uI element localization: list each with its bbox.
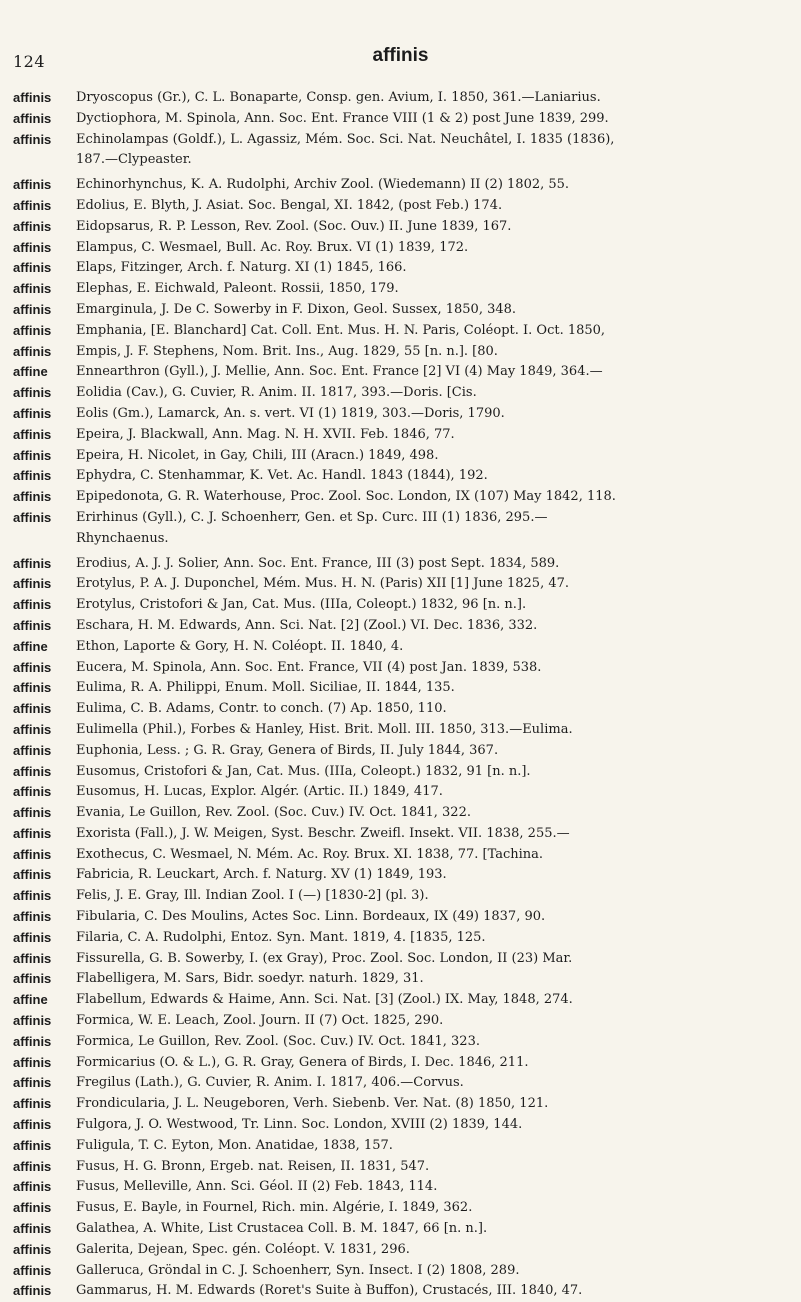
entry-keyword: affinis: [13, 1241, 52, 1257]
index-entry: [13, 1032, 789, 1053]
entry-keyword: affinis: [13, 90, 52, 105]
entry-keyword: affinis: [13, 405, 52, 421]
index-entry: [13, 949, 789, 970]
running-head: affinis: [372, 45, 429, 66]
entry-citation: Galathea, A. White, List Crustacea Coll. B. M. 1847, 66 [n. n.].: [76, 1221, 488, 1237]
index-entry: [13, 196, 789, 217]
entry-citation: Formica, W. E. Leach, Zool. Journ. II (7) Oct. 1825, 290.: [76, 1013, 444, 1029]
index-entry: [13, 217, 789, 238]
index-entry: [13, 907, 789, 928]
index-entry: [13, 1094, 789, 1115]
entry-keyword: affinis: [13, 281, 52, 297]
index-entry: [13, 175, 789, 196]
entry-keyword: affinis: [13, 1054, 52, 1070]
entry-citation: Elephas, E. Eichwald, Paleont. Rossii, 1850, 179.: [76, 281, 399, 297]
index-entry: [13, 1240, 789, 1261]
index-entry: [13, 1115, 789, 1136]
entry-citation: Echinorhynchus, K. A. Rudolphi, Archiv Zool. (Wiedemann) II (2) 1802, 55.: [76, 177, 570, 193]
entry-keyword: affinis: [13, 1137, 52, 1153]
entry-keyword: affinis: [13, 805, 52, 821]
index-entry: [13, 969, 789, 990]
entry-citation: Flabellum, Edwards & Haime, Ann. Sci. Nat. [3] (Zool.) IX. May, 1848, 274.: [76, 992, 573, 1008]
entry-keyword: affinis: [13, 784, 52, 800]
entry-citation: Ethon, Laporte & Gory, H. N. Coléopt. II. 1840, 4.: [76, 638, 404, 654]
entry-citation: Frondicularia, J. L. Neugeboren, Verh. Siebenb. Ver. Nat. (8) 1850, 121.: [76, 1096, 549, 1112]
entry-keyword: affinis: [13, 701, 52, 717]
entry-keyword: affinis: [13, 218, 52, 234]
entry-keyword: affinis: [13, 509, 52, 525]
entry-citation: Ennearthron (Gyll.), J. Mellie, Ann. Soc. Ent. France [2] VI (4) May 1849, 364.—: [76, 364, 603, 380]
entry-keyword: affinis: [13, 1283, 52, 1299]
entry-keyword: affinis: [13, 343, 52, 359]
entry-citation: Echinolampas (Goldf.), L. Agassiz, Mém. Soc. Sci. Nat. Neuchâtel, I. 1835 (1836), 187.—Clypeaster.: [76, 131, 615, 168]
entry-citation: Fulgora, J. O. Westwood, Tr. Linn. Soc. London, XVIII (2) 1839, 144.: [76, 1117, 523, 1133]
entry-citation: Exothecus, C. Wesmael, N. Mém. Ac. Roy. Brux. XI. 1838, 77. [Tachina.: [76, 846, 544, 862]
index-entry: [13, 990, 789, 1011]
entry-citation: Erotylus, P. A. J. Duponchel, Mém. Mus. H. N. (Paris) XII [1] June 1825, 47.: [76, 576, 570, 592]
entry-citation: Epeira, J. Blackwall, Ann. Mag. N. H. XVII. Feb. 1846, 77.: [76, 426, 455, 442]
entry-keyword: affinis: [13, 680, 52, 696]
entry-citation: Dyctiophora, M. Spinola, Ann. Soc. Ent. France VIII (1 & 2) post June 1839, 299.: [76, 110, 609, 126]
index-entry: [13, 130, 789, 172]
index-entry: [13, 258, 789, 279]
entry-citation: Epipedonota, G. R. Waterhouse, Proc. Zool. Soc. London, IX (107) May 1842, 118.: [76, 489, 616, 505]
entry-keyword: affinis: [13, 909, 52, 925]
index-entry: [13, 824, 789, 845]
entry-citation: Elampus, C. Wesmael, Bull. Ac. Roy. Brux. VI (1) 1839, 172.: [76, 239, 469, 255]
entry-keyword: affinis: [13, 1075, 52, 1091]
entry-citation: Fusus, Melleville, Ann. Sci. Géol. II (2) Feb. 1843, 114.: [76, 1179, 438, 1195]
entry-keyword: affinis: [13, 742, 52, 758]
entry-citation: Erodius, A. J. J. Solier, Ann. Soc. Ent. France, III (3) post Sept. 1834, 589.: [76, 555, 560, 571]
entry-citation: Fabricia, R. Leuckart, Arch. f. Naturg. XV (1) 1849, 193.: [76, 867, 447, 883]
entry-keyword: affinis: [13, 555, 52, 571]
index-entry: [13, 487, 789, 508]
entry-citation: Fibularia, C. Des Moulins, Actes Soc. Linn. Bordeaux, IX (49) 1837, 90.: [76, 909, 546, 925]
entry-citation: Erirhinus (Gyll.), C. J. Schoenherr, Gen. et Sp. Curc. III (1) 1836, 295.— Rhynchaenus.: [76, 509, 548, 546]
entry-citation: Fregilus (Lath.), G. Cuvier, R. Anim. I. 1817, 406.—Corvus.: [76, 1075, 464, 1091]
entry-citation: Emarginula, J. De C. Sowerby in F. Dixon, Geol. Sussex, 1850, 348.: [76, 301, 517, 317]
entry-citation: Erotylus, Cristofori & Jan, Cat. Mus. (IIIa, Coleopt.) 1832, 96 [n. n.].: [76, 597, 527, 613]
entry-keyword: affinis: [13, 110, 52, 126]
entry-citation: Filaria, C. A. Rudolphi, Entoz. Syn. Mant. 1819, 4. [1835, 125.: [76, 929, 486, 945]
entry-keyword: affinis: [13, 260, 52, 276]
entry-citation: Edolius, E. Blyth, J. Asiat. Soc. Bengal, XI. 1842, (post Feb.) 174.: [76, 197, 503, 213]
entry-citation: Eulima, R. A. Philippi, Enum. Moll. Siciliae, II. 1844, 135.: [76, 680, 455, 696]
entry-citation: Fuligula, T. C. Eyton, Mon. Anatidae, 1838, 157.: [76, 1137, 393, 1153]
entry-citation: Galleruca, Gröndal in C. J. Schoenherr, Syn. Insect. I (2) 1808, 289.: [76, 1262, 520, 1278]
entry-citation: Exorista (Fall.), J. W. Meigen, Syst. Beschr. Zweifl. Insekt. VII. 1838, 255.—: [76, 825, 570, 841]
entry-keyword: affinis: [13, 1179, 52, 1195]
entry-keyword: affinis: [13, 197, 52, 213]
entry-keyword: affinis: [13, 950, 52, 966]
index-entry: [13, 886, 789, 907]
index-entry: [13, 1281, 789, 1302]
entry-keyword: affinis: [13, 659, 52, 675]
entry-keyword: affinis: [13, 1013, 52, 1029]
index-entry: [13, 1157, 789, 1178]
entry-keyword: affinis: [13, 888, 52, 904]
index-entry: [13, 616, 789, 637]
index-entry: [13, 678, 789, 699]
index-entry: [13, 1011, 789, 1032]
index-entry: [13, 279, 789, 300]
entry-keyword: affine: [13, 364, 48, 380]
entry-keyword: affinis: [13, 1262, 52, 1278]
entry-keyword: affinis: [13, 721, 52, 737]
entry-keyword: affinis: [13, 1158, 52, 1174]
entry-citation: Eusomus, H. Lucas, Explor. Algér. (Artic. II.) 1849, 417.: [76, 784, 443, 800]
index-entry: [13, 1136, 789, 1157]
entry-citation: Eolidia (Cav.), G. Cuvier, R. Anim. II. 1817, 393.—Doris. [Cis.: [76, 385, 477, 401]
index-entry: [13, 574, 789, 595]
entry-citation: Empis, J. F. Stephens, Nom. Brit. Ins., Aug. 1829, 55 [n. n.]. [80.: [76, 343, 498, 359]
entry-keyword: affinis: [13, 763, 52, 779]
index-entry: [13, 928, 789, 949]
index-entry: [13, 321, 789, 342]
index-entry: [13, 803, 789, 824]
index-entry: [13, 720, 789, 741]
entry-keyword: affine: [13, 638, 48, 654]
entry-citation: Fusus, E. Bayle, in Fournel, Rich. min. Algérie, I. 1849, 362.: [76, 1200, 473, 1216]
entry-keyword: affinis: [13, 867, 52, 883]
entry-citation: Eidopsarus, R. P. Lesson, Rev. Zool. (Soc. Ouv.) II. June 1839, 167.: [76, 218, 512, 234]
index-entries: [13, 88, 789, 1302]
index-entry: [13, 637, 789, 658]
index-entry: [13, 383, 789, 404]
entry-citation: Eucera, M. Spinola, Ann. Soc. Ent. France, VII (4) post Jan. 1839, 538.: [76, 659, 542, 675]
entry-keyword: affinis: [13, 301, 52, 317]
entry-keyword: affinis: [13, 1200, 52, 1216]
entry-keyword: affinis: [13, 825, 52, 841]
entry-citation: Eolis (Gm.), Lamarck, An. s. vert. VI (1) 1819, 303.—Doris, 1790.: [76, 405, 505, 421]
entry-keyword: affinis: [13, 929, 52, 945]
entry-citation: Dryoscopus (Gr.), C. L. Bonaparte, Consp. gen. Avium, I. 1850, 361.—Laniarius.: [76, 90, 601, 105]
index-entry: [13, 1053, 789, 1074]
index-entry: [13, 1261, 789, 1282]
index-entry: [13, 238, 789, 259]
index-entry: [13, 1219, 789, 1240]
entry-keyword: affinis: [13, 597, 52, 613]
index-entry: [13, 362, 789, 383]
entry-keyword: affinis: [13, 468, 52, 484]
entry-keyword: affinis: [13, 846, 52, 862]
index-entry: [13, 1198, 789, 1219]
index-entry: [13, 425, 789, 446]
entry-citation: Eulima, C. B. Adams, Contr. to conch. (7) Ap. 1850, 110.: [76, 701, 447, 717]
index-entry: [13, 845, 789, 866]
index-entry: [13, 762, 789, 783]
entry-citation: Fusus, H. G. Bronn, Ergeb. nat. Reisen, II. 1831, 547.: [76, 1158, 430, 1174]
entry-keyword: affinis: [13, 617, 52, 633]
entry-citation: Eulimella (Phil.), Forbes & Hanley, Hist. Brit. Moll. III. 1850, 313.—Eulima.: [76, 721, 573, 737]
index-entry: [13, 300, 789, 321]
index-entry: [13, 699, 789, 720]
entry-keyword: affinis: [13, 447, 52, 463]
entry-citation: Felis, J. E. Gray, Ill. Indian Zool. I (—) [1830-2] (pl. 3).: [76, 888, 429, 904]
entry-keyword: affinis: [13, 1221, 52, 1237]
index-entry: [13, 404, 789, 425]
index-entry: [13, 1073, 789, 1094]
index-entry: [13, 554, 789, 575]
entry-keyword: affinis: [13, 385, 52, 401]
index-entry: [13, 342, 789, 363]
entry-keyword: affinis: [13, 239, 52, 255]
entry-keyword: affinis: [13, 971, 52, 987]
entry-citation: Formicarius (O. & L.), G. R. Gray, Genera of Birds, I. Dec. 1846, 211.: [76, 1054, 529, 1070]
entry-keyword: affinis: [13, 1117, 52, 1133]
entry-citation: Evania, Le Guillon, Rev. Zool. (Soc. Cuv.) IV. Oct. 1841, 322.: [76, 805, 471, 821]
index-entry: [13, 658, 789, 679]
entry-citation: Eusomus, Cristofori & Jan, Cat. Mus. (IIIa, Coleopt.) 1832, 91 [n. n.].: [76, 763, 531, 779]
entry-citation: Gammarus, H. M. Edwards (Roret's Suite à Buffon), Crustacés, III. 1840, 47.: [76, 1283, 583, 1299]
entry-citation: Formica, Le Guillon, Rev. Zool. (Soc. Cuv.) IV. Oct. 1841, 323.: [76, 1033, 480, 1049]
entry-keyword: affinis: [13, 1033, 52, 1049]
index-entry: [13, 508, 789, 550]
entry-keyword: affinis: [13, 322, 52, 338]
entry-keyword: affinis: [13, 576, 52, 592]
index-entry: [13, 109, 789, 130]
entry-citation: Euphonia, Less. ; G. R. Gray, Genera of Birds, II. July 1844, 367.: [76, 742, 499, 758]
index-entry: [13, 782, 789, 803]
entry-keyword: affine: [13, 992, 48, 1008]
entry-citation: Elaps, Fitzinger, Arch. f. Naturg. XI (1) 1845, 166.: [76, 260, 407, 276]
index-entry: [13, 595, 789, 616]
index-entry: [13, 88, 789, 109]
entry-citation: Flabelligera, M. Sars, Bidr. soedyr. naturh. 1829, 31.: [76, 971, 424, 987]
entry-keyword: affinis: [13, 489, 52, 505]
entry-keyword: affinis: [13, 131, 52, 147]
index-entry: [13, 466, 789, 487]
entry-citation: Eschara, H. M. Edwards, Ann. Sci. Nat. [2] (Zool.) VI. Dec. 1836, 332.: [76, 617, 538, 633]
entry-keyword: affinis: [13, 177, 52, 193]
entry-citation: Fissurella, G. B. Sowerby, I. (ex Gray), Proc. Zool. Soc. London, II (23) Mar.: [76, 950, 573, 966]
page-number: 124: [13, 52, 46, 71]
index-entry: [13, 865, 789, 886]
index-entry: [13, 1177, 789, 1198]
index-entry: [13, 446, 789, 467]
entry-citation: Epeira, H. Nicolet, in Gay, Chili, III (Aracn.) 1849, 498.: [76, 447, 439, 463]
entry-citation: Emphania, [E. Blanchard] Cat. Coll. Ent. Mus. H. N. Paris, Coléopt. I. Oct. 1850,: [76, 322, 606, 338]
entry-citation: Ephydra, C. Stenhammar, K. Vet. Ac. Handl. 1843 (1844), 192.: [76, 468, 488, 484]
entry-citation: Galerita, Dejean, Spec. gén. Coléopt. V. 1831, 296.: [76, 1241, 410, 1257]
entry-keyword: affinis: [13, 426, 52, 442]
entry-keyword: affinis: [13, 1096, 52, 1112]
index-entry: [13, 741, 789, 762]
